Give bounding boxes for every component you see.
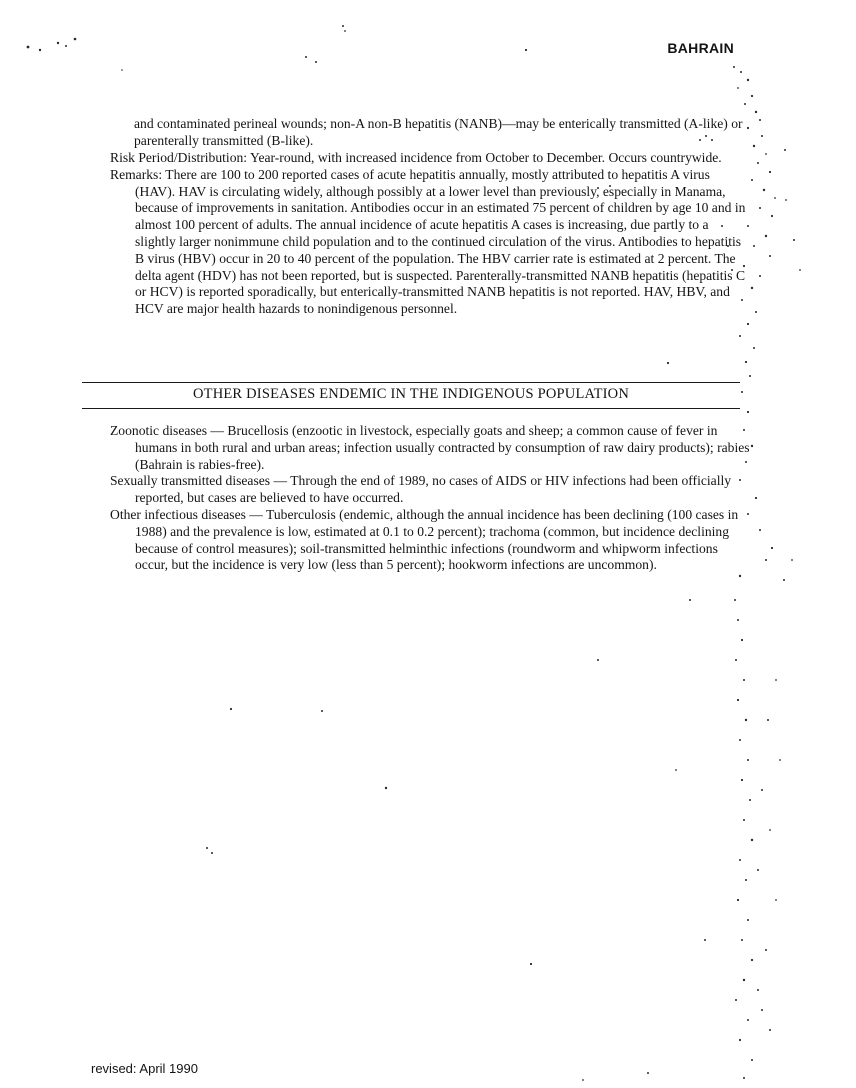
hepatitis-section	[110, 150, 750, 318]
section-rule-top	[82, 382, 740, 383]
sexually-transmitted-entry	[110, 473, 750, 507]
risk-period-entry	[110, 150, 750, 167]
risk-period-text: Year-round, with increased incidence from October to December. Occurs countrywide.	[250, 150, 722, 165]
section-rule-bottom	[82, 408, 740, 409]
risk-period-label: Risk Period/Distribution:	[110, 150, 248, 165]
sexually-transmitted-label: Sexually transmitted diseases —	[110, 473, 288, 489]
continuation-text: and contaminated perineal wounds; non-A non-B hepatitis (NANB)—may be enterically transmitted (A-like) or parenterally transmitted (B-like).	[134, 116, 743, 148]
continued-paragraph	[110, 116, 750, 150]
revision-date: revised: April 1990	[91, 1061, 198, 1076]
other-infectious-label: Other infectious diseases —	[110, 506, 263, 522]
remarks-text: There are 100 to 200 reported cases of acute hepatitis annually, mostly attributed to hepatitis A virus (HAV). HAV is circulating widely, although possibly at a lower level than previously, especially in Manama, because of improvements in sanitation. Antibodies occur in an estimated 75 percent of children by age 10 and in almost 100 percent of adults. The annual incidence of acute hepatitis A cases is increasing, due partly to a slightly larger nonimmune child population and to the continued circulation of the virus. Antibodies to hepatitis B virus (HBV) occur in 20 to 40 percent of the population. The HBV carrier rate is estimated at 2 percent. The delta agent (HDV) has not been reported, but is suspected. Parenterally-transmitted NANB hepatitis (hepatitis C or HCV) is reported sporadically, but enterically-transmitted NANB hepatitis is not reported. HAV, HBV, and HCV are major health hazards to nonindigenous personnel.	[135, 166, 746, 317]
sexually-transmitted-text: Through the end of 1989, no cases of AIDS or HIV infections had been officially reported, but cases are believed to have occurred.	[135, 473, 732, 506]
section-title: OTHER DISEASES ENDEMIC IN THE INDIGENOUS POPULATION	[192, 386, 630, 402]
other-diseases-section	[110, 423, 750, 574]
remarks-entry	[110, 167, 750, 318]
zoonotic-text: Brucellosis (enzootic in livestock, especially goats and sheep; a common cause of fever in humans in both rural and urban areas; infection usually contracted by consumption of raw dairy products); rabies (Bahrain is rabies-free).	[135, 423, 750, 472]
zoonotic-entry	[110, 423, 750, 473]
other-infectious-entry	[110, 507, 750, 574]
other-infectious-text: Tuberculosis (endemic, although the annual incidence has been declining (100 cases in 1988) and the prevalence is low, estimated at 0.1 to 0.2 percent); trachoma (common, but incidence declining because of control measures); soil-transmitted helminthic infections (roundworm and whipworm infections occur, but the incidence is very low (less than 5 percent); hookworm infections are uncommon).	[135, 506, 739, 573]
remarks-label: Remarks:	[110, 166, 163, 182]
country-header: BAHRAIN	[667, 40, 734, 56]
zoonotic-label: Zoonotic diseases —	[110, 423, 225, 438]
